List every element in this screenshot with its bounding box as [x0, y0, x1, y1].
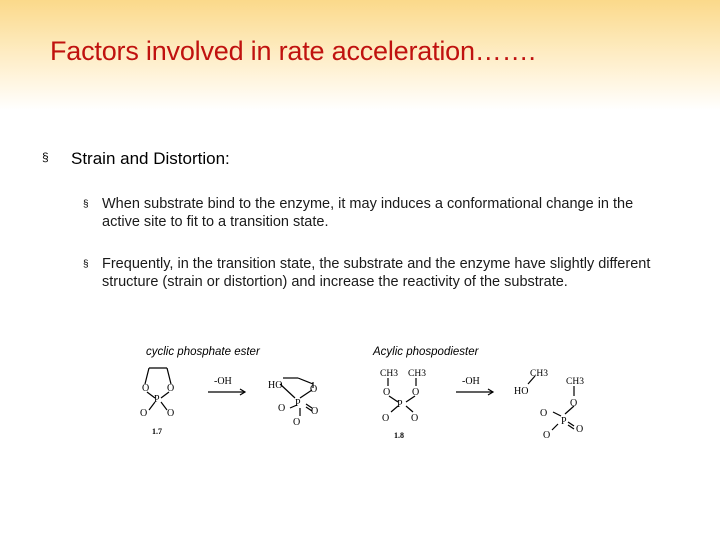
bullet-marker: §	[83, 259, 89, 270]
main-point: Strain and Distortion:	[71, 149, 230, 168]
atom-label: HO	[268, 380, 283, 391]
atom-label: O	[382, 413, 390, 424]
atom-label: O	[293, 417, 301, 428]
cyclic-ester-reaction-diagram	[130, 360, 340, 442]
atom-label: P	[397, 399, 403, 410]
sub-point-1: When substrate bind to the enzyme, it may induces a conformational change in the active site to fit to a transition state.	[102, 196, 634, 230]
atom-label: CH3	[566, 377, 584, 387]
atom-label: O	[412, 387, 420, 398]
atom-label: O	[310, 384, 318, 395]
sub-point-2: Frequently, in the transition state, the substrate and the enzyme have slightly different structure (strain or distortion) and increase the reactivity of the substrate.	[102, 256, 651, 290]
slide-title: Factors involved in rate acceleration…….	[50, 36, 536, 66]
atom-label: O	[167, 383, 175, 394]
atom-label: O	[140, 408, 148, 419]
compound-number: 1.7	[152, 427, 162, 436]
atom-label: O	[311, 406, 319, 417]
acyclic-diester-reaction-diagram	[378, 362, 598, 444]
atom-label: CH3	[408, 369, 426, 379]
atom-label: O	[142, 383, 150, 394]
bullet-marker: §	[42, 150, 49, 164]
atom-label: P	[561, 416, 567, 427]
atom-label: P	[295, 398, 301, 409]
atom-label: O	[411, 413, 419, 424]
atom-label: HO	[514, 386, 529, 397]
reagent-label: -OH	[462, 376, 480, 387]
atom-label: O	[383, 387, 391, 398]
reagent-label: -OH	[214, 376, 232, 387]
right-figure-caption: Acylic phospodiester	[373, 346, 479, 358]
atom-label: O	[570, 398, 578, 409]
atom-label: P	[154, 394, 160, 405]
atom-label: CH3	[380, 369, 398, 379]
bullet-marker: §	[83, 199, 89, 210]
atom-label: CH3	[530, 369, 548, 379]
left-figure-caption: cyclic phosphate ester	[146, 346, 260, 358]
atom-label: O	[167, 408, 175, 419]
atom-label: O	[543, 430, 551, 441]
atom-label: O	[576, 424, 584, 435]
compound-number: 1.8	[394, 431, 404, 440]
atom-label: O	[278, 403, 286, 414]
atom-label: O	[540, 408, 548, 419]
